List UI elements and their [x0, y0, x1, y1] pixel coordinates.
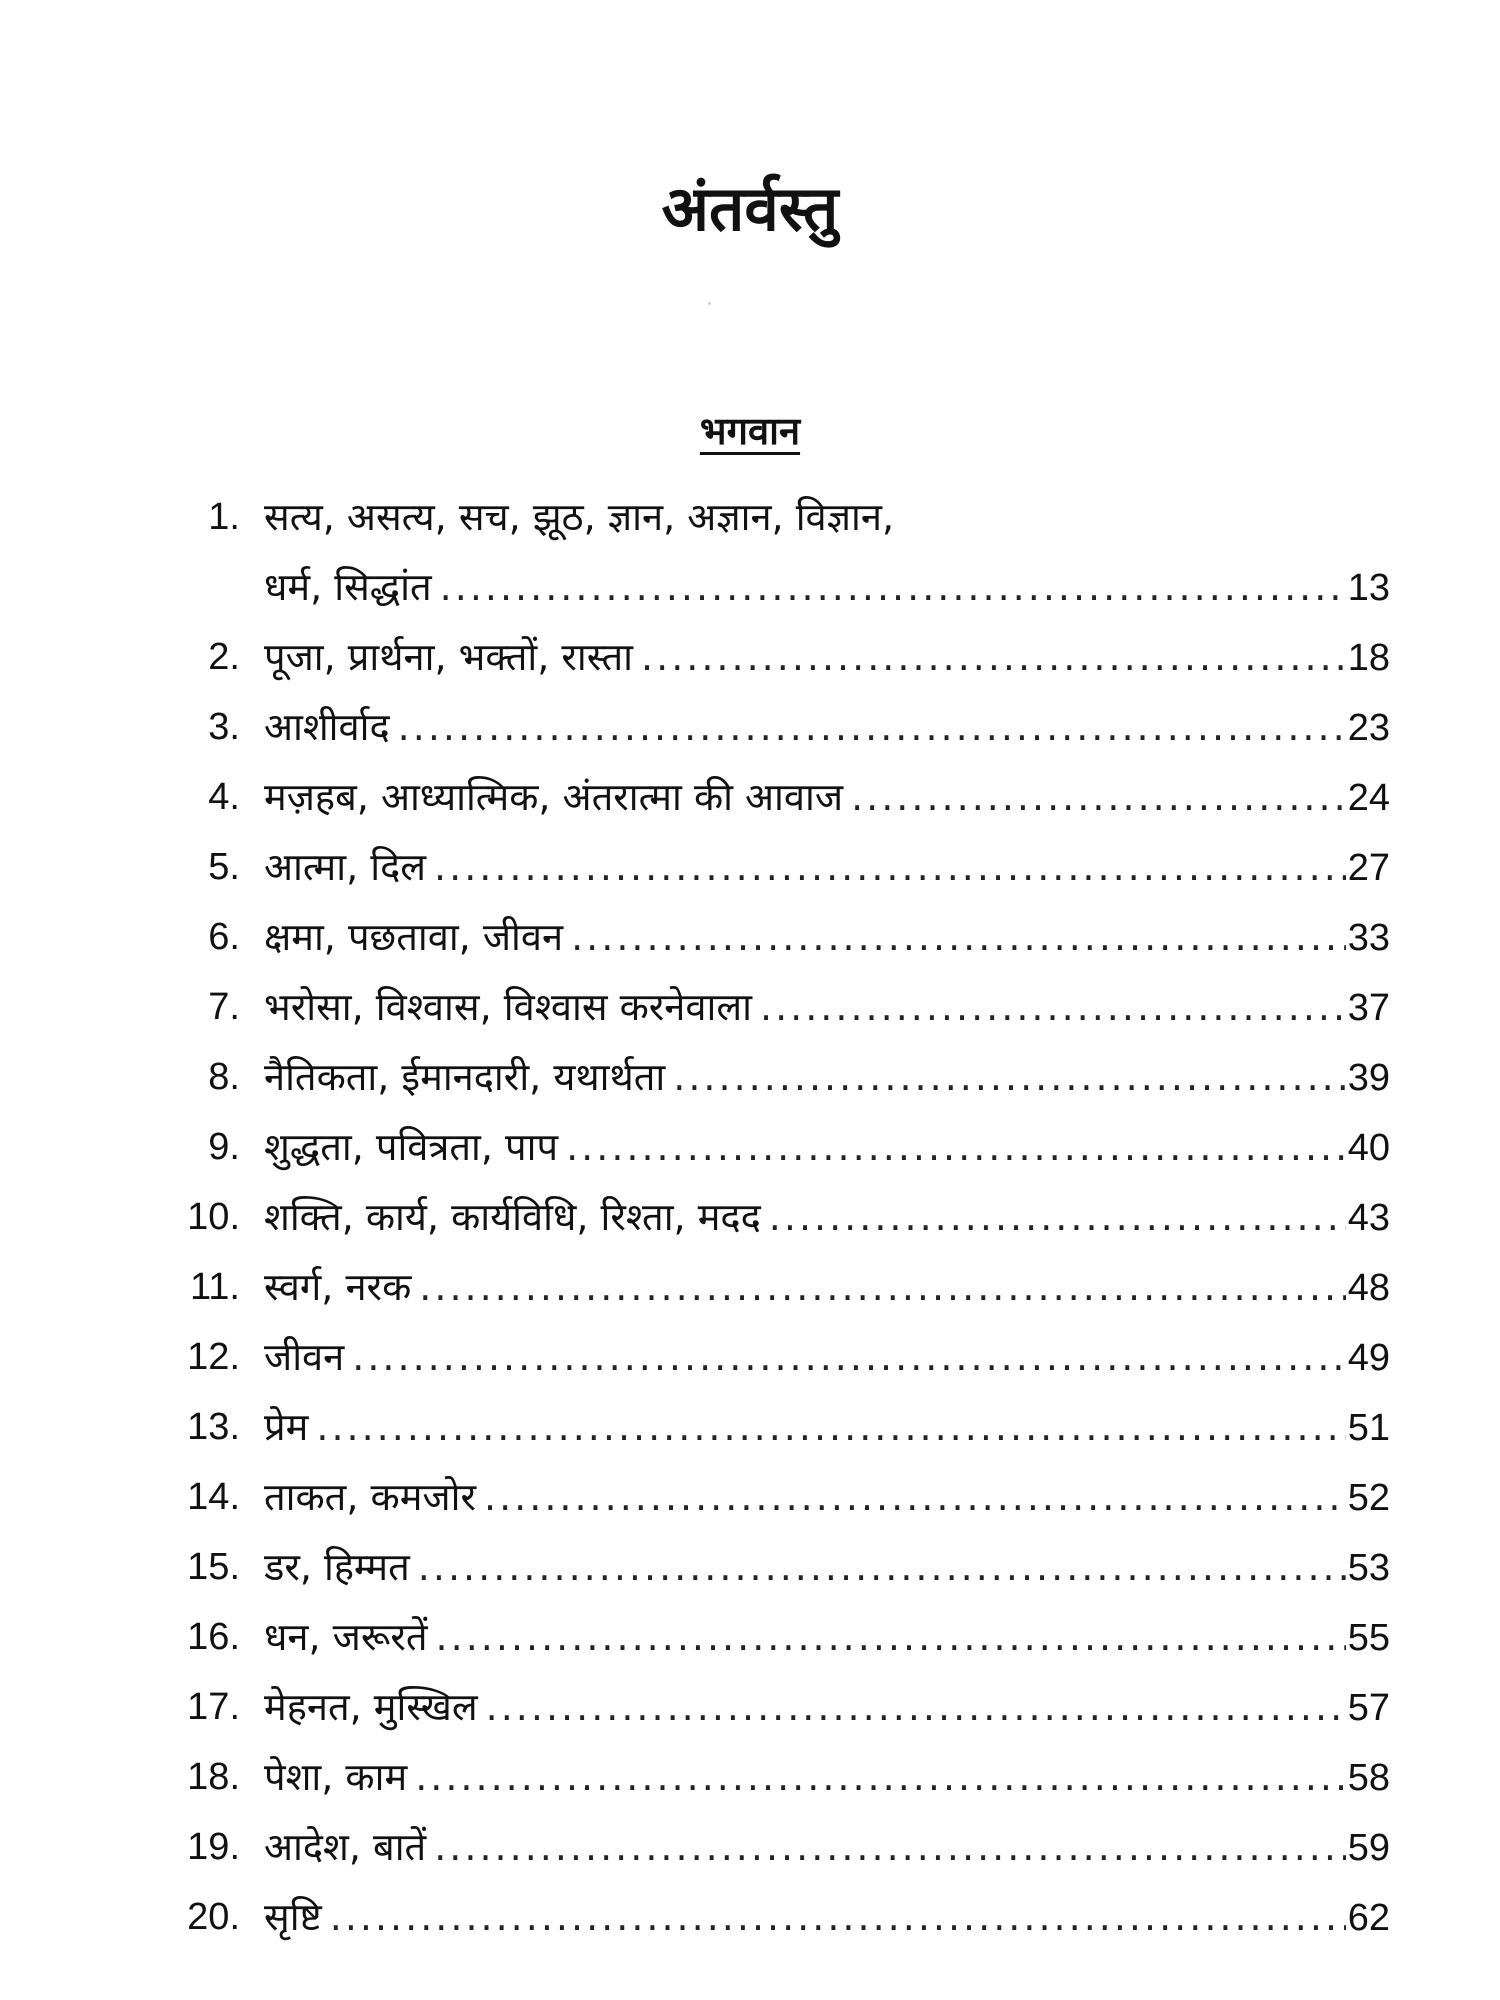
dot-leader [769, 1182, 1346, 1252]
toc-entry-page: 39 [1347, 1057, 1390, 1099]
toc-entry-title: डर, हिम्मत [264, 1545, 410, 1589]
toc-entry[interactable] [150, 622, 1390, 692]
toc-entry-number: 16. [187, 1616, 240, 1658]
toc-entry[interactable] [150, 1602, 1390, 1672]
toc-entry-number: 8. [208, 1056, 240, 1098]
toc-entry-body [264, 482, 1390, 623]
toc-entry-page: 43 [1347, 1197, 1390, 1239]
toc-entry-title: शुद्धता, पवित्रता, पाप [264, 1125, 559, 1169]
toc-entry-line [264, 1182, 1390, 1253]
toc-entry-page: 37 [1347, 987, 1390, 1029]
toc-entry-line [264, 762, 1390, 833]
toc-entry-line [264, 832, 1390, 903]
toc-entry[interactable] [150, 1112, 1390, 1182]
toc-entry[interactable] [150, 1392, 1390, 1462]
toc-entry-page: 23 [1347, 707, 1390, 749]
toc-entry-number: 3. [208, 706, 240, 748]
toc-entry-number: 18. [187, 1756, 240, 1798]
toc-entry-title: पूजा, प्रार्थना, भक्तों, रास्ता [264, 635, 634, 679]
toc-entry-page: 27 [1347, 847, 1390, 889]
toc-entry-number: 5. [208, 846, 240, 888]
section-heading: भगवान [699, 409, 801, 453]
toc-entry-title: धर्म, सिद्धांत [264, 565, 432, 609]
toc-entry[interactable] [150, 902, 1390, 972]
dot-leader [434, 832, 1346, 902]
dot-leader [316, 1392, 1345, 1462]
dot-leader [436, 1602, 1346, 1672]
toc-entry-number: 6. [208, 916, 240, 958]
dot-leader [352, 1322, 1345, 1392]
toc-entry[interactable] [150, 1462, 1390, 1532]
toc-entry-number: 17. [187, 1686, 240, 1728]
toc-entry-line [264, 1602, 1390, 1673]
toc-entry-title: धन, जरूरतें [264, 1615, 428, 1659]
toc-entry-body [264, 692, 1390, 763]
toc-entry-body [264, 1602, 1390, 1673]
toc-entry-title: प्रेम [264, 1405, 309, 1449]
toc-entry-page: 33 [1347, 917, 1390, 959]
toc-entry-page: 58 [1347, 1757, 1390, 1799]
toc-entry-number: 10. [187, 1196, 240, 1238]
toc-entry-number: 12. [187, 1336, 240, 1378]
toc-entry-title: आशीर्वाद [264, 705, 390, 749]
toc-entry-line [264, 1112, 1390, 1183]
dot-leader [760, 972, 1346, 1042]
toc-entry[interactable] [150, 1532, 1390, 1602]
toc-entry-number: 2. [208, 636, 240, 678]
toc-entry-line [264, 552, 1390, 623]
dot-leader [434, 1812, 1346, 1882]
toc-entry-page: 24 [1347, 777, 1390, 819]
toc-entry-number: 11. [189, 1266, 240, 1308]
toc-entry-title: मेहनत, मुस्खिल [264, 1685, 478, 1729]
toc-entry-page: 62 [1347, 1897, 1390, 1939]
toc-entry-body [264, 1252, 1390, 1323]
toc-entry[interactable] [150, 762, 1390, 832]
toc-entry-page: 53 [1347, 1547, 1390, 1589]
toc-entry-line [264, 902, 1390, 973]
dot-leader [418, 1532, 1346, 1602]
toc-entry-body [264, 1392, 1390, 1463]
toc-entry-line [264, 1742, 1390, 1813]
toc-entry[interactable] [150, 1812, 1390, 1882]
toc-entry-page: 52 [1347, 1477, 1390, 1519]
dot-leader [566, 1112, 1346, 1182]
toc-entry-line [264, 1812, 1390, 1883]
toc-entry-line [264, 1392, 1390, 1463]
toc-entry-body [264, 762, 1390, 833]
toc-entry-title: स्वर्ग, नरक [264, 1265, 412, 1309]
toc-entry-title: शक्ति, कार्य, कार्यविधि, रिश्ता, मदद [264, 1195, 761, 1239]
toc-entry-title: सृष्टि [264, 1895, 322, 1939]
toc-entry-line [264, 622, 1390, 693]
toc-entry-page: 55 [1347, 1617, 1390, 1659]
toc-entry-body [264, 1322, 1390, 1393]
toc-entry-page: 49 [1347, 1337, 1390, 1379]
toc-entry[interactable] [150, 482, 1390, 622]
toc-entry-body [264, 1462, 1390, 1533]
toc-entry-number: 13. [187, 1406, 240, 1448]
toc-entry-number: 14. [187, 1476, 240, 1518]
toc-entry-title: आदेश, बातें [264, 1825, 427, 1869]
toc-entry-line [264, 1462, 1390, 1533]
toc-entry-number: 7. [208, 986, 240, 1028]
toc-entry-body [264, 1042, 1390, 1113]
toc-entry[interactable] [150, 1252, 1390, 1322]
dot-leader [419, 1252, 1345, 1322]
toc-entry-number: 1. [208, 496, 240, 538]
toc-entry-title: पेशा, काम [264, 1755, 408, 1799]
toc-entry-page: 57 [1347, 1687, 1390, 1729]
toc-entry-line [264, 482, 1390, 552]
toc-entry-title: क्षमा, पछतावा, जीवन [264, 915, 564, 959]
dot-leader [330, 1882, 1346, 1952]
dot-leader [851, 762, 1346, 832]
dot-leader [440, 552, 1346, 622]
toc-entry-page: 59 [1347, 1827, 1390, 1869]
toc-entry-title: ताकत, कमजोर [264, 1475, 476, 1519]
dot-leader [641, 622, 1346, 692]
toc-entry[interactable] [150, 1182, 1390, 1252]
toc-entry-page: 40 [1347, 1127, 1390, 1169]
toc-entry[interactable] [150, 1882, 1390, 1952]
dot-leader [486, 1672, 1346, 1742]
toc-entry-number: 15. [187, 1546, 240, 1588]
toc-entry-body [264, 1882, 1390, 1953]
dot-leader [673, 1042, 1345, 1112]
dot-leader [484, 1462, 1346, 1532]
toc-entry[interactable] [150, 832, 1390, 902]
scan-speck [708, 302, 711, 305]
toc-entry-body [264, 1112, 1390, 1183]
toc-entry-page: 48 [1347, 1267, 1390, 1309]
toc-entry-body [264, 902, 1390, 973]
dot-leader [415, 1742, 1346, 1812]
toc-list [150, 482, 1390, 1952]
toc-entry-title-line1: सत्य, असत्य, सच, झूठ, ज्ञान, अज्ञान, विज्ञान, [264, 495, 895, 539]
toc-entry-number: 20. [187, 1896, 240, 1938]
toc-entry-title: आत्मा, दिल [264, 845, 427, 889]
toc-entry-title: मज़हब, आध्यात्मिक, अंतरात्मा की आवाज [264, 775, 844, 819]
toc-entry-body [264, 1532, 1390, 1603]
toc-entry-number: 4. [208, 776, 240, 818]
dot-leader [398, 692, 1346, 762]
toc-entry[interactable] [150, 1742, 1390, 1812]
toc-entry-page: 13 [1347, 567, 1390, 609]
toc-entry-body [264, 1672, 1390, 1743]
toc-entry[interactable] [150, 1042, 1390, 1112]
toc-entry-body [264, 972, 1390, 1043]
toc-entry-line [264, 1322, 1390, 1393]
toc-entry-page: 18 [1347, 637, 1390, 679]
toc-entry-body [264, 622, 1390, 693]
toc-entry-number: 19. [187, 1826, 240, 1868]
toc-entry-title: नैतिकता, ईमानदारी, यथार्थता [264, 1055, 666, 1099]
toc-entry-body [264, 1812, 1390, 1883]
toc-entry-line [264, 1252, 1390, 1323]
toc-entry-line [264, 1042, 1390, 1113]
toc-entry-title: जीवन [264, 1335, 345, 1379]
toc-entry-line [264, 1532, 1390, 1603]
dot-leader [571, 902, 1346, 972]
toc-entry-body [264, 832, 1390, 903]
toc-entry-body [264, 1182, 1390, 1253]
toc-entry-number: 9. [208, 1126, 240, 1168]
toc-entry-line [264, 972, 1390, 1043]
toc-entry[interactable] [150, 1672, 1390, 1742]
toc-entry-line [264, 1672, 1390, 1743]
toc-entry[interactable] [150, 692, 1390, 762]
toc-entry-title: भरोसा, विश्वास, विश्वास करनेवाला [264, 985, 752, 1029]
toc-entry-page: 51 [1347, 1407, 1390, 1449]
page-title: अंतर्वस्तु [661, 172, 839, 245]
toc-entry[interactable] [150, 972, 1390, 1042]
toc-entry-body [264, 1742, 1390, 1813]
toc-entry-line [264, 1882, 1390, 1953]
toc-entry[interactable] [150, 1322, 1390, 1392]
toc-entry-line [264, 692, 1390, 763]
